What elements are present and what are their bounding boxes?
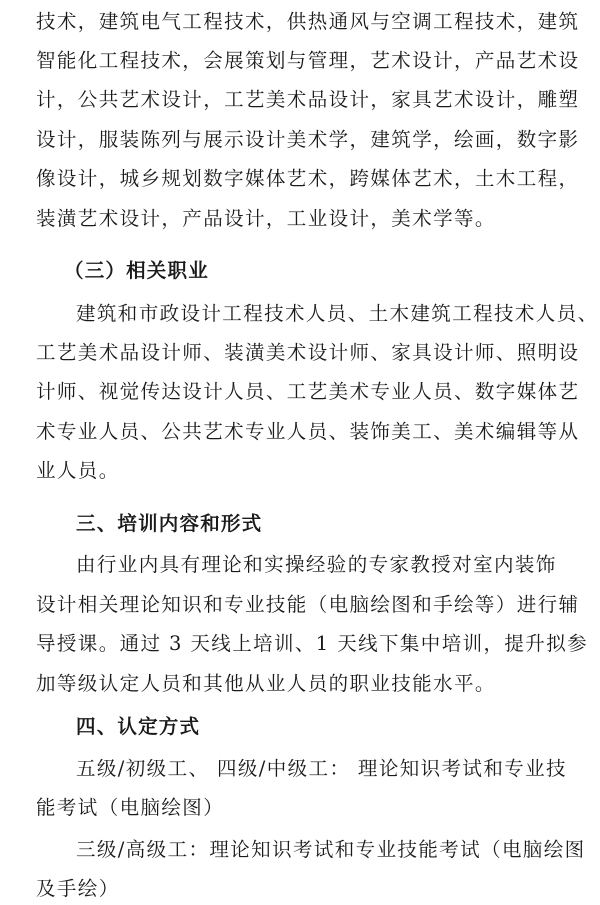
training-heading: 三、培训内容和形式 bbox=[76, 512, 263, 535]
majors-line-3: 计，公共艺术设计，工艺美术品设计，家具艺术设计，雕塑 bbox=[36, 88, 580, 111]
training-line-3: 导授课。通过 3 天线上培训、1 天线下集中培训，提升拟参 bbox=[36, 632, 589, 655]
majors-line-1: 技术，建筑电气工程技术，供热通风与空调工程技术，建筑 bbox=[36, 10, 580, 33]
training-line-1: 由行业内具有理论和实操经验的专家教授对室内装饰 bbox=[76, 553, 557, 576]
certification-heading: 四、认定方式 bbox=[76, 715, 201, 738]
related-jobs-line-2: 工艺美术品设计师、装潢美术设计师、家具设计师、照明设 bbox=[36, 341, 580, 364]
related-jobs-line-3: 计师、视觉传达设计人员、工艺美术专业人员、数字媒体艺 bbox=[36, 380, 580, 403]
related-jobs-line-1: 建筑和市政设计工程技术人员、土木建筑工程技术人员、 bbox=[76, 302, 599, 325]
certification-item2-line-1: 三级/高级工：理论知识考试和专业技能考试（电脑绘图 bbox=[76, 838, 586, 861]
certification-item2-line-2: 及手绘） bbox=[36, 877, 120, 900]
certification-item1-line-1: 五级/初级工、 四级/中级工： 理论知识考试和专业技 bbox=[76, 757, 567, 780]
certification-item1-line-2: 能考试（电脑绘图） bbox=[36, 796, 225, 819]
training-line-2: 设计相关理论知识和专业技能（电脑绘图和手绘等）进行辅 bbox=[36, 593, 580, 616]
majors-line-4: 设计，服装陈列与展示设计美术学，建筑学，绘画，数字影 bbox=[36, 128, 580, 151]
majors-line-2: 智能化工程技术，会展策划与管理，艺术设计，产品艺术设 bbox=[36, 49, 580, 72]
majors-line-5: 像设计，城乡规划数字媒体艺术，跨媒体艺术，土木工程， bbox=[36, 167, 580, 190]
majors-line-6: 装潢艺术设计，产品设计，工业设计，美术学等。 bbox=[36, 207, 496, 230]
training-line-4: 加等级认定人员和其他从业人员的职业技能水平。 bbox=[36, 672, 496, 695]
related-jobs-line-4: 术专业人员、公共艺术专业人员、装饰美工、美术编辑等从 bbox=[36, 420, 580, 443]
related-jobs-heading: （三）相关职业 bbox=[64, 259, 209, 282]
related-jobs-line-5: 业人员。 bbox=[36, 459, 120, 482]
